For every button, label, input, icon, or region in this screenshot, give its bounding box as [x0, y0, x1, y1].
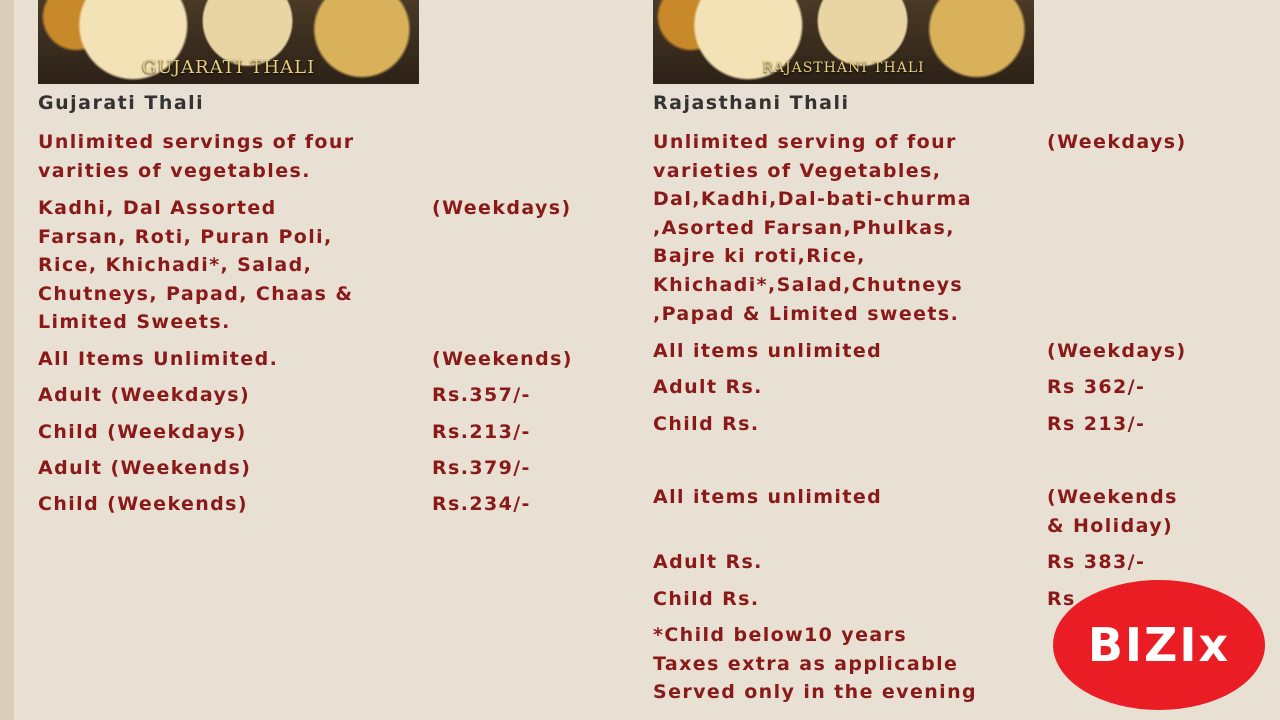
rajasthani-weekday-child: Child Rs. [653, 413, 760, 435]
page-left-border [0, 0, 14, 720]
gujarati-title: Gujarati Thali [38, 92, 205, 114]
rajasthani-desc-line: Khichadi*,Salad,Chutneys [653, 274, 964, 296]
gujarati-price-value: Rs.357/- [432, 384, 531, 406]
gujarati-price-label: Child (Weekdays) [38, 421, 247, 443]
gujarati-weekdays-tag: (Weekdays) [432, 197, 572, 219]
rajasthani-note: Taxes extra as applicable [653, 652, 959, 675]
gujarati-banner-caption: GUJARATI THALI [141, 57, 316, 78]
rajasthani-weekday-tag: (Weekdays) [1047, 340, 1187, 362]
gujarati-weekends-tag: (Weekends) [432, 348, 573, 370]
rajasthani-weekend-tag: & Holiday) [1047, 514, 1174, 537]
rajasthani-desc-line: Bajre ki roti,Rice, [653, 245, 866, 268]
rajasthani-note: *Child below10 years [653, 624, 908, 646]
rajasthani-weekend-adult: Adult Rs. [653, 551, 763, 573]
gujarati-price-label: Adult (Weekends) [38, 457, 252, 479]
gujarati-items-line: Limited Sweets. [38, 311, 231, 334]
rajasthani-desc-line: Dal,Kadhi,Dal-bati-churma [653, 188, 972, 211]
rajasthani-note: Served only in the evening [653, 681, 978, 704]
bizix-logo: BIZIx [1053, 580, 1265, 710]
rajasthani-weekend-label: All items unlimited [653, 486, 883, 508]
rajasthani-weekend-child-price: Rs [1047, 588, 1076, 610]
rajasthani-weekend-child: Child Rs. [653, 588, 760, 610]
gujarati-price-value: Rs.213/- [432, 421, 531, 443]
gujarati-desc-line: varities of vegetables. [38, 159, 311, 182]
rajasthani-desc-line: varieties of Vegetables, [653, 159, 942, 182]
rajasthani-desc-line: ,Asorted Farsan,Phulkas, [653, 216, 955, 239]
rajasthani-weekday-adult: Adult Rs. [653, 376, 763, 398]
rajasthani-title: Rajasthani Thali [653, 92, 850, 114]
gujarati-price-label: Adult (Weekdays) [38, 384, 251, 406]
gujarati-thali-image [38, 0, 419, 84]
rajasthani-banner-caption: RAJASTHANI THALI [762, 60, 925, 76]
gujarati-price-value: Rs.234/- [432, 493, 531, 515]
gujarati-items-line: Kadhi, Dal Assorted [38, 197, 277, 219]
gujarati-items-line: Chutneys, Papad, Chaas & [38, 282, 354, 305]
rajasthani-weekend-tag: (Weekends [1047, 486, 1178, 508]
gujarati-price-label: Child (Weekends) [38, 493, 248, 515]
rajasthani-desc-line: ,Papad & Limited sweets. [653, 302, 960, 325]
rajasthani-weekday-adult-price: Rs 362/- [1047, 376, 1146, 398]
rajasthani-thali-image [653, 0, 1034, 84]
rajasthani-weekday-child-price: Rs 213/- [1047, 413, 1146, 435]
gujarati-items-line: Farsan, Roti, Puran Poli, [38, 225, 333, 248]
gujarati-all-items: All Items Unlimited. [38, 348, 279, 370]
rajasthani-weekend-adult-price: Rs 383/- [1047, 551, 1146, 573]
gujarati-desc-line: Unlimited servings of four [38, 131, 355, 153]
gujarati-price-value: Rs.379/- [432, 457, 531, 479]
rajasthani-desc-line: Unlimited serving of four [653, 131, 957, 153]
rajasthani-weekday-label: All items unlimited [653, 340, 883, 362]
rajasthani-desc-tag: (Weekdays) [1047, 131, 1187, 153]
gujarati-items-line: Rice, Khichadi*, Salad, [38, 254, 313, 277]
